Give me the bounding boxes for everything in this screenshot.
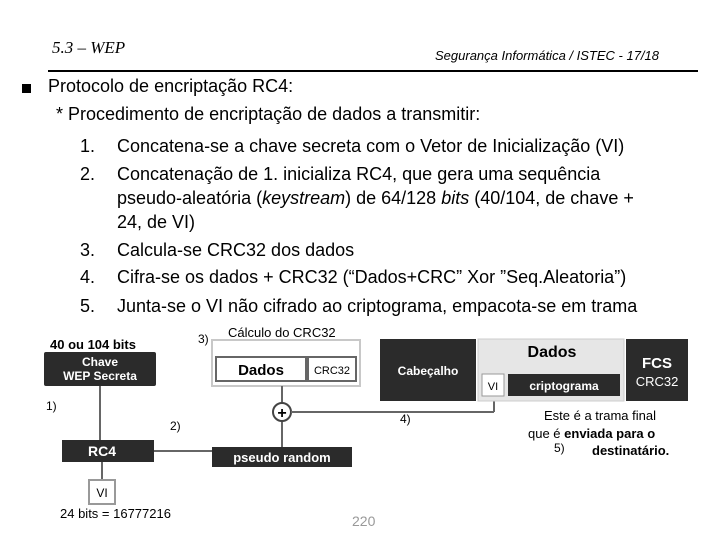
crc-calc-title: Cálculo do CRC32 [228,325,336,340]
header-course-info: Segurança Informática / ISTEC - 17/18 [435,48,659,63]
frame-header-label: Cabeçalho [397,364,459,378]
key-bits-label: 40 ou 104 bits [50,337,136,352]
frame-vi-label: VI [487,381,499,393]
final-frame-note-1: Este é a trama final [544,408,656,423]
final-frame-note-3: destinatário. [592,443,670,458]
slide-subheading: * Procedimento de encriptação de dados a transmitir: [56,104,481,124]
wep-encryption-diagram [0,322,720,540]
step-label-1: 1) [46,399,57,413]
step-2-text-a: pseudo-aleatória ( [117,188,263,208]
frame-data-label: Dados [527,344,577,361]
xor-symbol: + [277,405,287,422]
vi-label: VI [96,486,108,500]
rc4-label: RC4 [87,443,117,459]
step-3-number: 3. [80,240,96,260]
header-rule [48,70,698,72]
note-part-a: que é [528,426,565,441]
wep-key-label-1: Chave [81,355,119,369]
step-2-bits: bits [441,188,470,208]
step-label-3: 3) [198,332,209,346]
step-5-number: 5. [80,296,96,316]
final-frame-note-2 [528,426,655,441]
step-2-text-c: (40/104, de chave + [469,188,634,208]
step-label-4: 4) [400,412,411,426]
vi-bits-label: 24 bits = 16777216 [60,506,171,521]
ciphertext-label: criptograma [529,379,599,393]
step-1-text: Concatena-se a chave secreta com o Vetor de Inicialização (VI) [117,136,625,156]
step-label-5: 5) [554,441,565,455]
step-2-text-b: ) de 64/128 [345,188,442,208]
bullet-square-icon [22,84,31,93]
note-part-b: enviada para o [564,426,656,441]
page-number: 220 [352,513,376,529]
data-label: Dados [238,362,284,379]
step-2-line-3: 24, de VI) [117,212,196,232]
step-4-text: Cifra-se os dados + CRC32 (“Dados+CRC” Xor ”Seq.Aleatoria”) [117,267,627,287]
step-4-number: 4. [80,267,96,287]
step-2-keystream: keystream [262,188,346,208]
step-1-number: 1. [80,136,96,156]
step-2-number: 2. [80,164,96,184]
step-5-text: Junta-se o VI não cifrado ao criptograma, empacota-se em trama [117,296,638,316]
step-label-2: 2) [170,419,181,433]
slide-heading: Protocolo de encriptação RC4: [48,76,294,96]
pseudo-random-label: pseudo random [233,450,331,465]
crc32-label: CRC32 [313,365,351,377]
step-3-text: Calcula-se CRC32 dos dados [117,240,355,260]
fcs-crc-label: CRC32 [635,374,679,389]
step-2-line-1: Concatenação de 1. inicializa RC4, que gera uma sequência [117,164,601,184]
step-2-line-2 [117,188,634,209]
fcs-label: FCS [642,355,672,372]
header-section-title: 5.3 – WEP [52,38,126,57]
wep-key-label-2: WEP Secreta [63,369,137,383]
